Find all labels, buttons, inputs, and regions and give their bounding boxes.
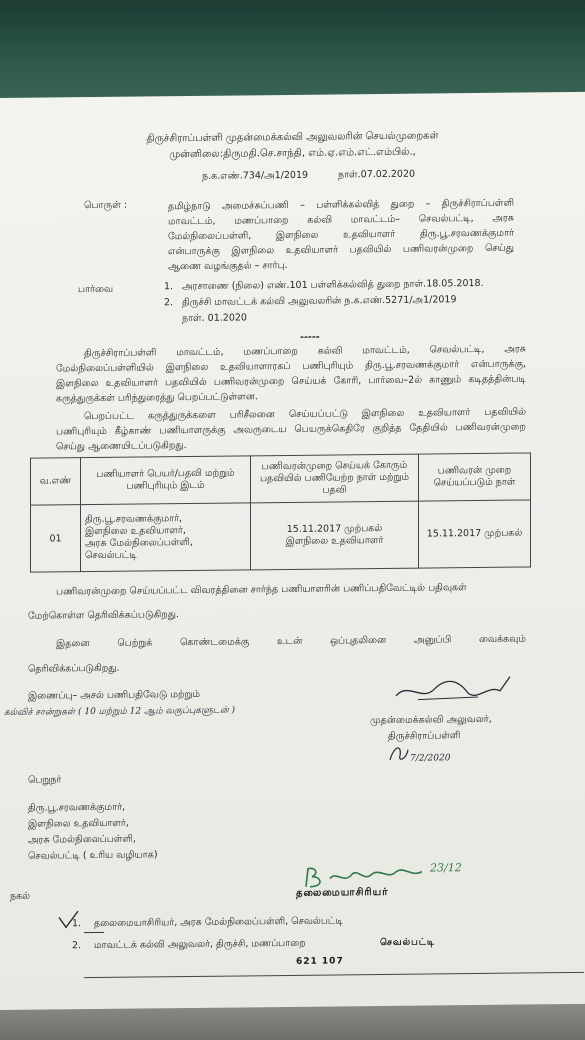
subject-line: என்பாருக்கு இளநிலை உதவியாளர் பதவியில் பணிவரன்முறை செய்து [168, 242, 514, 258]
subject-label: பொருள் : [84, 199, 128, 212]
table-header-row [31, 453, 531, 505]
reference-text-1: அரசாணை (நிலை) எண்.101 பள்ளிக்கல்வித் துறை நாள்.18.05.2018. [182, 277, 484, 293]
joining-date: 15.11.2017 முற்பகல் [286, 522, 383, 535]
signatory-designation: முதன்மைக்கல்வி அலுவலர், [370, 713, 492, 727]
paragraph-line: பணிபுரியும் கீழ்காண் பணியாளருக்கு அவருடைய பெயருக்கெதிரே குறித்த தேதியில் பணிவரன்முறை [56, 421, 526, 438]
reference-text-2: திருச்சி மாவட்டக் கல்வி அலுவலரின் ந.க.எண்.5271/அ1/2019 [182, 294, 457, 309]
column-header: பணிவரன் முறை செய்யப்படும் நாள் [419, 453, 531, 501]
reference-number-2: 2. [164, 297, 174, 309]
table-row [31, 500, 531, 572]
paragraph-line: திருச்சிராப்பள்ளி மாவட்டம், மணப்பாறை கல்வி மாவட்டம், செவல்பட்டி, அரசு [84, 343, 526, 360]
stamp-line-3: 621 107 [296, 956, 344, 967]
subject-line: மேல்நிலைப்பள்ளி, இளநிலை உதவியாளர் திரு.பூ.சரவணக்குமார் [168, 227, 514, 243]
employee-line: இளநிலை உதவியாளர், [85, 525, 186, 538]
regularisation-table [30, 452, 531, 572]
reference-number-1: 1. [164, 281, 174, 293]
reference-number: ந.க.எண்.734/அ1/2019 [202, 169, 309, 182]
copy-text-2: மாவட்டக் கல்வி அலுவலர், திருச்சி, மணப்பாறை [94, 937, 306, 952]
separator: ----- [300, 331, 320, 343]
signatory-place: திருச்சிராப்பள்ளி [388, 730, 461, 742]
column-header: வ.எண் [31, 458, 81, 506]
instruction-line: தெரிவிக்கப்படுகிறது. [28, 662, 120, 675]
employee-line: திரு.பூ.சரவணக்குமார், [85, 513, 183, 526]
paragraph-line: கருத்துருக்கள் பரிந்துரைத்து பெறப்பட்டுள்ளன. [56, 391, 258, 405]
column-header: பணியாளர் பெயர்/பதவி மற்றும் பணிபுரியும் இடம் [81, 456, 251, 505]
copy-number-1: 1. [72, 918, 82, 930]
paragraph-line: செய்து ஆணையிடப்படுகிறது. [56, 440, 187, 453]
reference-text-2-cont: நாள். 01.2020 [182, 312, 247, 325]
paragraph-line: இளநிலை உதவியாளர் பதவியில் பணிவரன்முறை செய்யக் கோரி, பார்வை–2ல் காணும் கடிதத்தின்படி [56, 373, 526, 390]
paragraph-line: பெறப்பட்ட கருத்துருக்களை பரிசீலனை செய்யப்பட்டு இளநிலை உதவியாளர் பதவியில் [84, 406, 526, 423]
instruction-line: பணிவரன்முறை செய்யப்பட்ட விவரத்தினை சார்ந்த பணியாளரின் பணிப்பதிவேட்டில் பதிவுகள் [56, 582, 467, 598]
copy-label: நகல் [10, 890, 31, 902]
copy-number-2: 2. [72, 940, 82, 952]
serial-number-cell: 01 [31, 505, 81, 573]
regularised-date-cell: 15.11.2017 முற்பகல் [419, 500, 531, 568]
recipient-line: செவல்பட்டி ( உரிய வழியாக) [28, 849, 158, 862]
document-page [0, 92, 585, 1010]
paragraph-line: மேல்நிலைப்பள்ளியில் இளநிலை உதவியாளாரகப் பணிபுரியும் திரு.பூ.சரவணக்குமார் என்பாருக்கு, [56, 358, 526, 375]
instruction-line: மேற்கொள்ள தெரிவிக்கப்படுகிறது. [28, 609, 179, 622]
recipient-line: அரசு மேல்நிலைப்பள்ளி, [28, 833, 136, 846]
employee-line: அரசு மேல்நிலைப்பள்ளி, [85, 536, 193, 550]
receipt-date: 23/12 [430, 861, 462, 875]
column-header: பணிவரன்முறை செய்யக் கோரும் பதவியில் பணியேற்ற நாள் மற்றும் பதவி [251, 454, 419, 503]
initials-mark [386, 742, 412, 764]
subject-line: தமிழ்நாடு அமைச்சுப்பணி – பள்ளிக்கல்வித் துறை – திருச்சிராப்பள்ளி [168, 197, 514, 213]
initials-date: 7/2/2020 [410, 753, 451, 764]
employee-line: செவல்பட்டி [85, 549, 137, 562]
subject-line: மாவட்டம், மணப்பாறை கல்வி மாவட்டம்– செவல்பட்டி, அரசு [168, 212, 514, 228]
subject-line: ஆணை வழங்குதல் – சார்பு. [168, 259, 288, 273]
reference-label: பார்வை [78, 283, 114, 296]
copy-text-1: தலைமையாசிரியர், அரசு மேல்நிலைப்பள்ளி, செவல்பட்டி [94, 915, 344, 930]
bottom-rule [84, 972, 584, 978]
joining-post: இளநிலை உதவியாளர் [285, 534, 384, 548]
joining-cell [251, 501, 419, 570]
enclosure-line: இணைப்பு– அசல் பணிபதிவேடு மற்றும் [28, 688, 201, 702]
employee-cell [81, 503, 251, 572]
office-subtitle: முன்னிலை:திருமதி.செ.சாந்தி, எம்.ஏ.எம்.எட்.எம்பில்., [169, 146, 416, 161]
stamp-line-1: தலைமையாசிரியர் [296, 886, 389, 899]
recipient-line: இளநிலை உதவியாளர், [28, 817, 129, 830]
office-title: திருச்சிராப்பள்ளி முதன்மைக்கல்வி அலுவலரின் செயல்முறைகள் [146, 130, 439, 145]
instruction-line: இதனை பெற்றுக் கொண்டமைக்கு உடன் ஒப்புதலினை அனுப்பி வைக்கவும் [56, 633, 526, 650]
stamp-line-2: செவல்பட்டி [380, 937, 436, 949]
recipient-line: திரு.பூ.சரவணக்குமார், [28, 801, 126, 814]
enclosure-handwritten: கல்விச் சான்றுகள் ( 10 மற்றும் 12 ஆம் வகுப்புகளுடன் ) [4, 705, 236, 718]
recipient-label: பெறுநர் [28, 774, 62, 786]
officer-signature [388, 671, 518, 708]
copy-underline [84, 932, 104, 933]
order-date: நாள்.07.02.2020 [338, 168, 416, 181]
